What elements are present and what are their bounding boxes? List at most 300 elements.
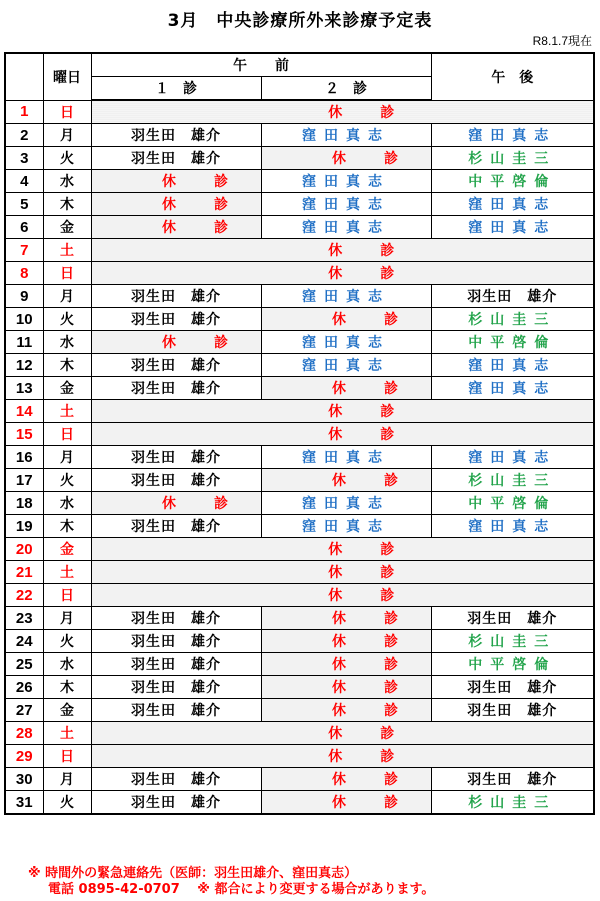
doctor-name: 窪田真志 bbox=[468, 450, 557, 466]
doctor-name: 羽生田 雄介 bbox=[131, 519, 221, 535]
am1-doctor-cell bbox=[91, 147, 261, 170]
header-dow: 曜日 bbox=[43, 53, 91, 100]
doctor-name: 窪田真志 bbox=[302, 358, 390, 374]
doctor-name: 羽生田 雄介 bbox=[467, 289, 558, 305]
day-number: 27 bbox=[5, 699, 43, 722]
holiday-closed-cell bbox=[91, 423, 594, 446]
doctor-name: 杉山圭三 bbox=[468, 312, 557, 328]
am2-doctor-cell bbox=[261, 216, 431, 239]
as-of-date: R8.1.7現在 bbox=[532, 34, 592, 48]
table-row bbox=[5, 308, 594, 331]
day-number: 9 bbox=[5, 285, 43, 308]
day-of-week: 日 bbox=[43, 262, 91, 285]
holiday-closed-cell bbox=[91, 561, 594, 584]
table-row bbox=[5, 285, 594, 308]
day-of-week: 金 bbox=[43, 699, 91, 722]
doctor-name: 中平啓倫 bbox=[468, 174, 557, 190]
am1-closed-cell bbox=[91, 492, 261, 515]
day-of-week: 金 bbox=[43, 216, 91, 239]
doctor-name: 羽生田 雄介 bbox=[131, 151, 221, 167]
closed-char-2: 診 bbox=[380, 404, 395, 420]
holiday-closed-cell bbox=[91, 262, 594, 285]
day-of-week: 月 bbox=[43, 607, 91, 630]
pm-doctor-cell bbox=[431, 170, 594, 193]
day-of-week: 水 bbox=[43, 331, 91, 354]
doctor-name: 羽生田 雄介 bbox=[131, 381, 221, 397]
closed-char-1: 休 bbox=[328, 404, 343, 420]
closed-char-1: 休 bbox=[332, 151, 346, 167]
am1-doctor-cell bbox=[91, 469, 261, 492]
am2-closed-cell bbox=[261, 308, 431, 331]
closed-char-1: 休 bbox=[332, 680, 346, 696]
doctor-name: 中平啓倫 bbox=[468, 496, 557, 512]
doctor-name: 杉山圭三 bbox=[468, 151, 557, 167]
closed-label bbox=[290, 266, 394, 282]
closed-label bbox=[124, 220, 228, 236]
day-of-week: 水 bbox=[43, 653, 91, 676]
am2-doctor-cell bbox=[261, 285, 431, 308]
day-of-week: 日 bbox=[43, 584, 91, 607]
am2-closed-cell bbox=[261, 699, 431, 722]
closed-label bbox=[290, 105, 394, 121]
day-number: 30 bbox=[5, 768, 43, 791]
closed-char-1: 休 bbox=[332, 634, 346, 650]
closed-char-1: 休 bbox=[328, 749, 343, 765]
am2-closed-cell bbox=[261, 469, 431, 492]
footer-phone: 電話 0895-42-0707 ※ 都合により変更する場合があります。 bbox=[48, 882, 435, 897]
header-pm: 午 後 bbox=[431, 53, 594, 100]
am2-closed-cell bbox=[261, 653, 431, 676]
day-number: 2 bbox=[5, 124, 43, 147]
closed-char-2: 診 bbox=[380, 565, 395, 581]
day-of-week: 火 bbox=[43, 791, 91, 815]
pm-doctor-cell bbox=[431, 699, 594, 722]
day-number: 18 bbox=[5, 492, 43, 515]
closed-label bbox=[294, 634, 398, 650]
table-row bbox=[5, 124, 594, 147]
closed-label bbox=[290, 427, 394, 443]
am1-doctor-cell bbox=[91, 446, 261, 469]
doctor-name: 羽生田 雄介 bbox=[131, 611, 221, 627]
closed-char-1: 休 bbox=[332, 473, 346, 489]
closed-char-1: 休 bbox=[328, 427, 343, 443]
am1-doctor-cell bbox=[91, 768, 261, 791]
day-number: 13 bbox=[5, 377, 43, 400]
day-number: 7 bbox=[5, 239, 43, 262]
pm-doctor-cell bbox=[431, 354, 594, 377]
day-of-week: 金 bbox=[43, 538, 91, 561]
day-of-week: 火 bbox=[43, 147, 91, 170]
closed-label bbox=[294, 611, 398, 627]
closed-char-2: 診 bbox=[384, 611, 398, 627]
schedule-table bbox=[4, 52, 595, 815]
day-of-week: 木 bbox=[43, 193, 91, 216]
closed-char-1: 休 bbox=[162, 496, 176, 512]
closed-label bbox=[294, 657, 398, 673]
am2-doctor-cell bbox=[261, 124, 431, 147]
doctor-name: 窪田真志 bbox=[302, 335, 390, 351]
closed-label bbox=[294, 312, 398, 328]
day-of-week: 土 bbox=[43, 239, 91, 262]
table-row bbox=[5, 400, 594, 423]
day-of-week: 火 bbox=[43, 630, 91, 653]
day-of-week: 木 bbox=[43, 676, 91, 699]
table-row bbox=[5, 147, 594, 170]
closed-char-1: 休 bbox=[328, 243, 343, 259]
doctor-name: 羽生田 雄介 bbox=[131, 703, 221, 719]
doctor-name: 窪田真志 bbox=[302, 220, 390, 236]
doctor-name: 杉山圭三 bbox=[468, 473, 557, 489]
closed-char-2: 診 bbox=[380, 726, 395, 742]
am2-doctor-cell bbox=[261, 446, 431, 469]
closed-label bbox=[124, 197, 228, 213]
am2-doctor-cell bbox=[261, 170, 431, 193]
day-of-week: 火 bbox=[43, 469, 91, 492]
day-number: 21 bbox=[5, 561, 43, 584]
doctor-name: 羽生田 雄介 bbox=[467, 703, 558, 719]
day-number: 14 bbox=[5, 400, 43, 423]
day-number: 12 bbox=[5, 354, 43, 377]
doctor-name: 羽生田 雄介 bbox=[131, 289, 221, 305]
table-row bbox=[5, 193, 594, 216]
day-number: 19 bbox=[5, 515, 43, 538]
closed-label bbox=[290, 542, 394, 558]
doctor-name: 羽生田 雄介 bbox=[131, 680, 221, 696]
header-am1: １ 診 bbox=[91, 77, 261, 101]
table-row bbox=[5, 722, 594, 745]
closed-char-2: 診 bbox=[380, 427, 395, 443]
doctor-name: 窪田真志 bbox=[468, 220, 557, 236]
table-row bbox=[5, 791, 594, 815]
closed-label bbox=[290, 726, 394, 742]
table-row bbox=[5, 745, 594, 768]
day-of-week: 日 bbox=[43, 423, 91, 446]
day-of-week: 月 bbox=[43, 768, 91, 791]
closed-char-2: 診 bbox=[380, 266, 395, 282]
closed-char-2: 診 bbox=[214, 335, 228, 351]
day-number: 4 bbox=[5, 170, 43, 193]
day-number: 15 bbox=[5, 423, 43, 446]
day-of-week: 水 bbox=[43, 492, 91, 515]
doctor-name: 羽生田 雄介 bbox=[131, 358, 221, 374]
table-row bbox=[5, 653, 594, 676]
am1-doctor-cell bbox=[91, 676, 261, 699]
closed-char-1: 休 bbox=[162, 197, 176, 213]
day-of-week: 金 bbox=[43, 377, 91, 400]
day-number: 22 bbox=[5, 584, 43, 607]
doctor-name: 窪田真志 bbox=[302, 496, 390, 512]
am2-closed-cell bbox=[261, 147, 431, 170]
day-number: 3 bbox=[5, 147, 43, 170]
closed-label bbox=[290, 243, 394, 259]
doctor-name: 窪田真志 bbox=[468, 358, 557, 374]
table-row bbox=[5, 377, 594, 400]
doctor-name: 羽生田 雄介 bbox=[467, 611, 558, 627]
pm-doctor-cell bbox=[431, 791, 594, 815]
doctor-name: 羽生田 雄介 bbox=[467, 772, 558, 788]
day-number: 11 bbox=[5, 331, 43, 354]
doctor-name: 羽生田 雄介 bbox=[131, 473, 221, 489]
table-row bbox=[5, 607, 594, 630]
closed-char-2: 診 bbox=[384, 680, 398, 696]
closed-char-2: 診 bbox=[384, 634, 398, 650]
closed-char-1: 休 bbox=[162, 335, 176, 351]
doctor-name: 窪田真志 bbox=[468, 381, 557, 397]
closed-char-1: 休 bbox=[332, 795, 346, 811]
doctor-name: 羽生田 雄介 bbox=[131, 795, 221, 811]
closed-char-2: 診 bbox=[214, 174, 228, 190]
am2-doctor-cell bbox=[261, 354, 431, 377]
table-row bbox=[5, 492, 594, 515]
closed-char-1: 休 bbox=[162, 220, 176, 236]
footer-note bbox=[28, 866, 434, 898]
closed-char-1: 休 bbox=[332, 381, 346, 397]
holiday-closed-cell bbox=[91, 745, 594, 768]
schedule-body bbox=[5, 100, 594, 814]
am1-doctor-cell bbox=[91, 630, 261, 653]
closed-label bbox=[290, 404, 394, 420]
footer-emergency-contact: ※ 時間外の緊急連絡先（医師：羽生田雄介、窪田真志） bbox=[28, 866, 358, 881]
closed-char-1: 休 bbox=[162, 174, 176, 190]
am2-closed-cell bbox=[261, 630, 431, 653]
table-row bbox=[5, 561, 594, 584]
table-row bbox=[5, 354, 594, 377]
doctor-name: 窪田真志 bbox=[302, 519, 390, 535]
day-number: 24 bbox=[5, 630, 43, 653]
closed-char-2: 診 bbox=[384, 381, 398, 397]
doctor-name: 窪田真志 bbox=[302, 197, 390, 213]
pm-doctor-cell bbox=[431, 515, 594, 538]
doctor-name: 窪田真志 bbox=[302, 128, 390, 144]
closed-char-2: 診 bbox=[214, 496, 228, 512]
closed-char-2: 診 bbox=[384, 151, 398, 167]
holiday-closed-cell bbox=[91, 722, 594, 745]
am2-doctor-cell bbox=[261, 515, 431, 538]
closed-char-1: 休 bbox=[328, 105, 343, 121]
am1-doctor-cell bbox=[91, 607, 261, 630]
pm-doctor-cell bbox=[431, 630, 594, 653]
closed-label bbox=[290, 749, 394, 765]
am2-closed-cell bbox=[261, 768, 431, 791]
closed-char-1: 休 bbox=[328, 266, 343, 282]
closed-char-2: 診 bbox=[380, 588, 395, 604]
closed-char-2: 診 bbox=[384, 772, 398, 788]
table-row bbox=[5, 446, 594, 469]
closed-char-2: 診 bbox=[380, 542, 395, 558]
day-number: 8 bbox=[5, 262, 43, 285]
doctor-name: 羽生田 雄介 bbox=[131, 657, 221, 673]
doctor-name: 窪田真志 bbox=[302, 450, 390, 466]
pm-doctor-cell bbox=[431, 607, 594, 630]
day-number: 5 bbox=[5, 193, 43, 216]
day-number: 31 bbox=[5, 791, 43, 815]
day-of-week: 土 bbox=[43, 400, 91, 423]
table-row bbox=[5, 331, 594, 354]
day-number: 26 bbox=[5, 676, 43, 699]
pm-doctor-cell bbox=[431, 216, 594, 239]
day-number: 17 bbox=[5, 469, 43, 492]
table-row bbox=[5, 699, 594, 722]
table-row bbox=[5, 170, 594, 193]
table-row bbox=[5, 515, 594, 538]
closed-char-2: 診 bbox=[214, 220, 228, 236]
pm-doctor-cell bbox=[431, 285, 594, 308]
closed-char-1: 休 bbox=[328, 726, 343, 742]
am2-doctor-cell bbox=[261, 193, 431, 216]
doctor-name: 羽生田 雄介 bbox=[467, 680, 558, 696]
day-number: 28 bbox=[5, 722, 43, 745]
day-number: 23 bbox=[5, 607, 43, 630]
am1-doctor-cell bbox=[91, 124, 261, 147]
doctor-name: 羽生田 雄介 bbox=[131, 450, 221, 466]
closed-char-2: 診 bbox=[384, 312, 398, 328]
table-row bbox=[5, 538, 594, 561]
pm-doctor-cell bbox=[431, 676, 594, 699]
closed-char-2: 診 bbox=[380, 105, 395, 121]
day-of-week: 日 bbox=[43, 745, 91, 768]
closed-char-1: 休 bbox=[332, 703, 346, 719]
doctor-name: 羽生田 雄介 bbox=[131, 772, 221, 788]
closed-label bbox=[124, 335, 228, 351]
table-row bbox=[5, 469, 594, 492]
am2-doctor-cell bbox=[261, 492, 431, 515]
am1-doctor-cell bbox=[91, 791, 261, 815]
closed-char-1: 休 bbox=[328, 565, 343, 581]
day-number: 25 bbox=[5, 653, 43, 676]
pm-doctor-cell bbox=[431, 492, 594, 515]
closed-label bbox=[290, 565, 394, 581]
table-row bbox=[5, 676, 594, 699]
day-of-week: 月 bbox=[43, 285, 91, 308]
pm-doctor-cell bbox=[431, 653, 594, 676]
day-number: 20 bbox=[5, 538, 43, 561]
day-number: 16 bbox=[5, 446, 43, 469]
am2-doctor-cell bbox=[261, 331, 431, 354]
table-row bbox=[5, 100, 594, 124]
closed-char-1: 休 bbox=[332, 312, 346, 328]
day-of-week: 水 bbox=[43, 170, 91, 193]
closed-char-2: 診 bbox=[380, 243, 395, 259]
pm-doctor-cell bbox=[431, 377, 594, 400]
doctor-name: 杉山圭三 bbox=[468, 634, 557, 650]
closed-char-2: 診 bbox=[384, 657, 398, 673]
holiday-closed-cell bbox=[91, 584, 594, 607]
closed-label bbox=[294, 151, 398, 167]
pm-doctor-cell bbox=[431, 469, 594, 492]
pm-doctor-cell bbox=[431, 331, 594, 354]
doctor-name: 中平啓倫 bbox=[468, 657, 557, 673]
am2-closed-cell bbox=[261, 791, 431, 815]
am1-closed-cell bbox=[91, 170, 261, 193]
doctor-name: 杉山圭三 bbox=[468, 795, 557, 811]
closed-label bbox=[124, 496, 228, 512]
day-of-week: 月 bbox=[43, 124, 91, 147]
closed-char-1: 休 bbox=[328, 542, 343, 558]
am1-closed-cell bbox=[91, 216, 261, 239]
holiday-closed-cell bbox=[91, 400, 594, 423]
doctor-name: 羽生田 雄介 bbox=[131, 128, 221, 144]
header-am2: ２ 診 bbox=[261, 77, 431, 101]
pm-doctor-cell bbox=[431, 308, 594, 331]
closed-char-2: 診 bbox=[384, 473, 398, 489]
closed-label bbox=[294, 703, 398, 719]
closed-label bbox=[124, 174, 228, 190]
table-row bbox=[5, 768, 594, 791]
day-of-week: 火 bbox=[43, 308, 91, 331]
pm-doctor-cell bbox=[431, 768, 594, 791]
am2-closed-cell bbox=[261, 607, 431, 630]
holiday-closed-cell bbox=[91, 538, 594, 561]
holiday-closed-cell bbox=[91, 239, 594, 262]
doctor-name: 羽生田 雄介 bbox=[131, 634, 221, 650]
am1-doctor-cell bbox=[91, 377, 261, 400]
closed-char-2: 診 bbox=[384, 795, 398, 811]
table-row bbox=[5, 216, 594, 239]
pm-doctor-cell bbox=[431, 193, 594, 216]
closed-char-1: 休 bbox=[332, 657, 346, 673]
am1-doctor-cell bbox=[91, 699, 261, 722]
closed-char-1: 休 bbox=[332, 772, 346, 788]
day-number: 29 bbox=[5, 745, 43, 768]
day-number: 6 bbox=[5, 216, 43, 239]
table-row bbox=[5, 239, 594, 262]
closed-char-1: 休 bbox=[332, 611, 346, 627]
am1-doctor-cell bbox=[91, 285, 261, 308]
am1-closed-cell bbox=[91, 331, 261, 354]
closed-char-2: 診 bbox=[380, 749, 395, 765]
doctor-name: 窪田真志 bbox=[468, 197, 557, 213]
table-row bbox=[5, 262, 594, 285]
am1-doctor-cell bbox=[91, 653, 261, 676]
table-row bbox=[5, 584, 594, 607]
closed-label bbox=[294, 680, 398, 696]
closed-label bbox=[294, 473, 398, 489]
am2-closed-cell bbox=[261, 676, 431, 699]
day-of-week: 日 bbox=[43, 100, 91, 124]
header-am: 午 前 bbox=[91, 53, 431, 77]
doctor-name: 窪田真志 bbox=[302, 174, 390, 190]
header-day-number bbox=[5, 53, 43, 100]
closed-label bbox=[294, 772, 398, 788]
day-of-week: 木 bbox=[43, 354, 91, 377]
pm-doctor-cell bbox=[431, 446, 594, 469]
day-of-week: 木 bbox=[43, 515, 91, 538]
day-of-week: 土 bbox=[43, 722, 91, 745]
doctor-name: 中平啓倫 bbox=[468, 335, 557, 351]
pm-doctor-cell bbox=[431, 147, 594, 170]
am1-doctor-cell bbox=[91, 354, 261, 377]
am2-closed-cell bbox=[261, 377, 431, 400]
day-number: 1 bbox=[5, 100, 43, 124]
am1-closed-cell bbox=[91, 193, 261, 216]
day-of-week: 土 bbox=[43, 561, 91, 584]
doctor-name: 窪田真志 bbox=[302, 289, 390, 305]
doctor-name: 窪田真志 bbox=[468, 519, 557, 535]
closed-label bbox=[294, 795, 398, 811]
doctor-name: 窪田真志 bbox=[468, 128, 557, 144]
closed-char-2: 診 bbox=[214, 197, 228, 213]
day-of-week: 月 bbox=[43, 446, 91, 469]
day-number: 10 bbox=[5, 308, 43, 331]
table-row bbox=[5, 423, 594, 446]
closed-label bbox=[294, 381, 398, 397]
closed-char-2: 診 bbox=[384, 703, 398, 719]
table-row bbox=[5, 630, 594, 653]
doctor-name: 羽生田 雄介 bbox=[131, 312, 221, 328]
page-title: 3月 中央診療所外来診療予定表 bbox=[167, 11, 433, 31]
closed-char-1: 休 bbox=[328, 588, 343, 604]
closed-label bbox=[290, 588, 394, 604]
